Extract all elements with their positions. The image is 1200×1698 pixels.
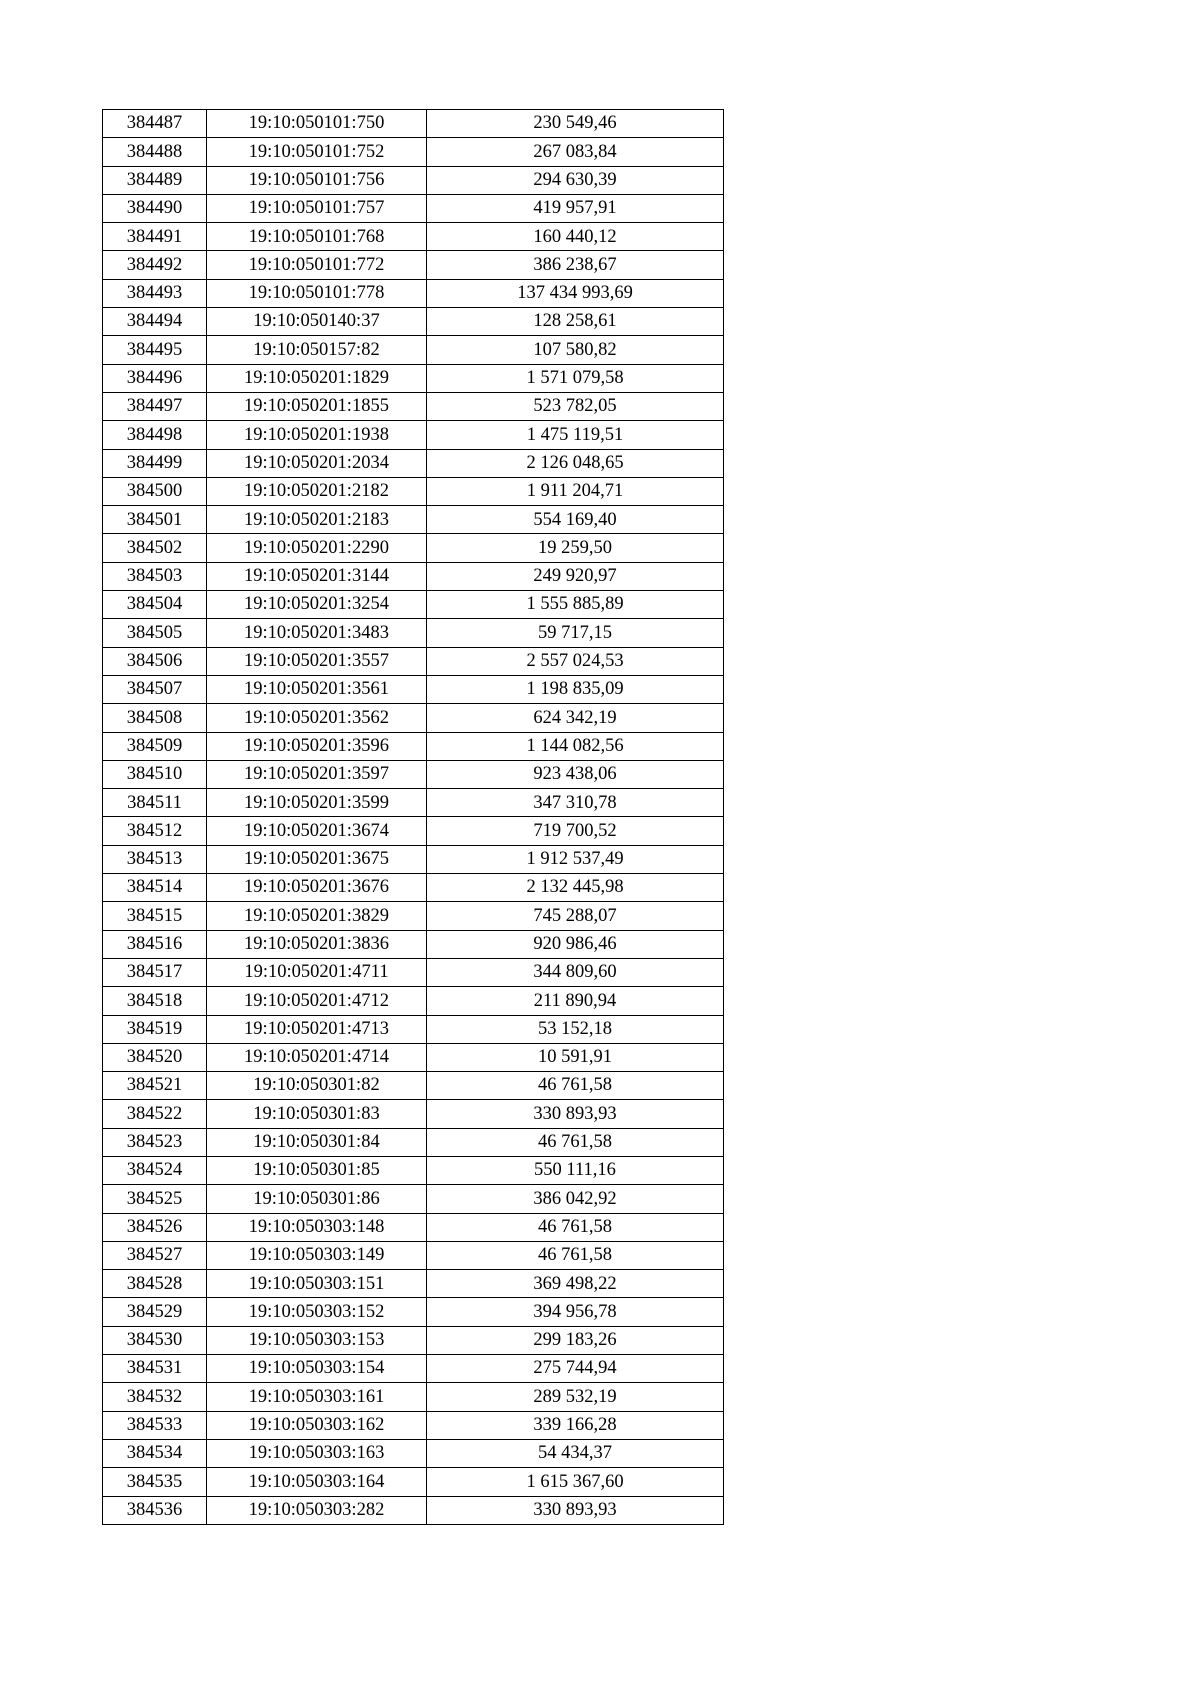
cadastral-number-cell: 19:10:050101:772 — [207, 251, 427, 279]
cadastral-value-cell: 523 782,05 — [427, 392, 724, 420]
table-row — [103, 392, 724, 420]
row-number-cell: 384507 — [103, 675, 207, 703]
row-number-cell: 384523 — [103, 1128, 207, 1156]
table-row — [103, 675, 724, 703]
table-row — [103, 1043, 724, 1071]
cadastral-number-cell: 19:10:050157:82 — [207, 336, 427, 364]
table-row — [103, 958, 724, 986]
row-number-cell: 384489 — [103, 166, 207, 194]
cadastral-value-cell: 53 152,18 — [427, 1015, 724, 1043]
row-number-cell: 384532 — [103, 1383, 207, 1411]
row-number-cell: 384518 — [103, 987, 207, 1015]
table-row — [103, 421, 724, 449]
table-row — [103, 336, 724, 364]
table-row — [103, 845, 724, 873]
cadastral-value-cell: 339 166,28 — [427, 1411, 724, 1439]
row-number-cell: 384501 — [103, 506, 207, 534]
cadastral-number-cell: 19:10:050303:161 — [207, 1383, 427, 1411]
row-number-cell: 384499 — [103, 449, 207, 477]
cadastral-number-cell: 19:10:050201:4711 — [207, 958, 427, 986]
row-number-cell: 384514 — [103, 874, 207, 902]
row-number-cell: 384512 — [103, 817, 207, 845]
row-number-cell: 384529 — [103, 1298, 207, 1326]
cadastral-number-cell: 19:10:050101:768 — [207, 223, 427, 251]
cadastral-number-cell: 19:10:050101:750 — [207, 110, 427, 138]
row-number-cell: 384533 — [103, 1411, 207, 1439]
cadastral-number-cell: 19:10:050303:163 — [207, 1439, 427, 1467]
cadastral-value-cell: 249 920,97 — [427, 562, 724, 590]
row-number-cell: 384487 — [103, 110, 207, 138]
cadastral-number-cell: 19:10:050303:162 — [207, 1411, 427, 1439]
table-row — [103, 1015, 724, 1043]
cadastral-value-cell: 230 549,46 — [427, 110, 724, 138]
cadastral-value-cell: 1 911 204,71 — [427, 477, 724, 505]
cadastral-number-cell: 19:10:050201:2290 — [207, 534, 427, 562]
cadastral-number-cell: 19:10:050301:86 — [207, 1185, 427, 1213]
cadastral-value-cell: 1 144 082,56 — [427, 732, 724, 760]
row-number-cell: 384534 — [103, 1439, 207, 1467]
table-row — [103, 1298, 724, 1326]
table-row — [103, 1241, 724, 1269]
table-row — [103, 223, 724, 251]
row-number-cell: 384525 — [103, 1185, 207, 1213]
cadastral-value-cell: 299 183,26 — [427, 1326, 724, 1354]
cadastral-value-cell: 107 580,82 — [427, 336, 724, 364]
row-number-cell: 384496 — [103, 364, 207, 392]
cadastral-value-cell: 347 310,78 — [427, 789, 724, 817]
row-number-cell: 384488 — [103, 138, 207, 166]
cadastral-value-cell: 1 615 367,60 — [427, 1468, 724, 1496]
row-number-cell: 384490 — [103, 194, 207, 222]
table-row — [103, 1185, 724, 1213]
row-number-cell: 384528 — [103, 1270, 207, 1298]
table-row — [103, 194, 724, 222]
cadastral-value-cell: 19 259,50 — [427, 534, 724, 562]
cadastral-value-cell: 554 169,40 — [427, 506, 724, 534]
cadastral-value-cell: 369 498,22 — [427, 1270, 724, 1298]
cadastral-number-cell: 19:10:050201:3836 — [207, 930, 427, 958]
table-row — [103, 251, 724, 279]
row-number-cell: 384513 — [103, 845, 207, 873]
cadastral-number-cell: 19:10:050303:282 — [207, 1496, 427, 1524]
cadastral-value-cell: 1 571 079,58 — [427, 364, 724, 392]
cadastral-value-cell: 128 258,61 — [427, 308, 724, 336]
cadastral-number-cell: 19:10:050301:85 — [207, 1156, 427, 1184]
cadastral-number-cell: 19:10:050201:3674 — [207, 817, 427, 845]
cadastral-value-cell: 267 083,84 — [427, 138, 724, 166]
row-number-cell: 384504 — [103, 591, 207, 619]
row-number-cell: 384500 — [103, 477, 207, 505]
cadastral-value-table — [102, 109, 724, 1525]
table-row — [103, 1496, 724, 1524]
cadastral-number-cell: 19:10:050303:149 — [207, 1241, 427, 1269]
cadastral-value-cell: 745 288,07 — [427, 902, 724, 930]
cadastral-value-cell: 10 591,91 — [427, 1043, 724, 1071]
table-row — [103, 1411, 724, 1439]
cadastral-value-cell: 160 440,12 — [427, 223, 724, 251]
cadastral-number-cell: 19:10:050301:83 — [207, 1100, 427, 1128]
cadastral-number-cell: 19:10:050101:757 — [207, 194, 427, 222]
cadastral-value-cell: 386 042,92 — [427, 1185, 724, 1213]
row-number-cell: 384498 — [103, 421, 207, 449]
table-row — [103, 1383, 724, 1411]
table-row — [103, 110, 724, 138]
cadastral-number-cell: 19:10:050201:3596 — [207, 732, 427, 760]
cadastral-value-cell: 54 434,37 — [427, 1439, 724, 1467]
cadastral-number-cell: 19:10:050201:4712 — [207, 987, 427, 1015]
table-row — [103, 449, 724, 477]
cadastral-number-cell: 19:10:050201:4714 — [207, 1043, 427, 1071]
cadastral-number-cell: 19:10:050303:152 — [207, 1298, 427, 1326]
cadastral-number-cell: 19:10:050201:3483 — [207, 619, 427, 647]
row-number-cell: 384515 — [103, 902, 207, 930]
table-row — [103, 987, 724, 1015]
cadastral-value-cell: 46 761,58 — [427, 1241, 724, 1269]
cadastral-value-cell: 419 957,91 — [427, 194, 724, 222]
row-number-cell: 384505 — [103, 619, 207, 647]
cadastral-value-cell: 344 809,60 — [427, 958, 724, 986]
row-number-cell: 384531 — [103, 1355, 207, 1383]
cadastral-value-cell: 294 630,39 — [427, 166, 724, 194]
table-row — [103, 166, 724, 194]
cadastral-number-cell: 19:10:050303:154 — [207, 1355, 427, 1383]
table-row — [103, 902, 724, 930]
cadastral-number-cell: 19:10:050201:1829 — [207, 364, 427, 392]
table-row — [103, 1270, 724, 1298]
cadastral-value-cell: 2 132 445,98 — [427, 874, 724, 902]
table-body — [103, 110, 724, 1525]
row-number-cell: 384526 — [103, 1213, 207, 1241]
table-row — [103, 647, 724, 675]
row-number-cell: 384521 — [103, 1072, 207, 1100]
cadastral-value-cell: 46 761,58 — [427, 1072, 724, 1100]
row-number-cell: 384524 — [103, 1156, 207, 1184]
row-number-cell: 384535 — [103, 1468, 207, 1496]
cadastral-value-cell: 330 893,93 — [427, 1100, 724, 1128]
cadastral-value-cell: 2 126 048,65 — [427, 449, 724, 477]
table-row — [103, 930, 724, 958]
table-row — [103, 591, 724, 619]
cadastral-number-cell: 19:10:050303:164 — [207, 1468, 427, 1496]
cadastral-value-cell: 2 557 024,53 — [427, 647, 724, 675]
table-row — [103, 1326, 724, 1354]
cadastral-number-cell: 19:10:050201:3597 — [207, 760, 427, 788]
row-number-cell: 384491 — [103, 223, 207, 251]
table-row — [103, 279, 724, 307]
cadastral-number-cell: 19:10:050101:778 — [207, 279, 427, 307]
cadastral-value-cell: 1 912 537,49 — [427, 845, 724, 873]
row-number-cell: 384506 — [103, 647, 207, 675]
cadastral-value-cell: 719 700,52 — [427, 817, 724, 845]
table-row — [103, 1468, 724, 1496]
cadastral-number-cell: 19:10:050201:1855 — [207, 392, 427, 420]
cadastral-number-cell: 19:10:050301:82 — [207, 1072, 427, 1100]
table-row — [103, 1128, 724, 1156]
table-row — [103, 364, 724, 392]
cadastral-value-cell: 550 111,16 — [427, 1156, 724, 1184]
cadastral-number-cell: 19:10:050201:3675 — [207, 845, 427, 873]
cadastral-value-cell: 330 893,93 — [427, 1496, 724, 1524]
cadastral-value-cell: 46 761,58 — [427, 1128, 724, 1156]
row-number-cell: 384509 — [103, 732, 207, 760]
cadastral-value-cell: 920 986,46 — [427, 930, 724, 958]
cadastral-number-cell: 19:10:050140:37 — [207, 308, 427, 336]
table-row — [103, 506, 724, 534]
cadastral-value-cell: 1 475 119,51 — [427, 421, 724, 449]
cadastral-number-cell: 19:10:050201:3144 — [207, 562, 427, 590]
cadastral-number-cell: 19:10:050201:2182 — [207, 477, 427, 505]
cadastral-number-cell: 19:10:050201:2183 — [207, 506, 427, 534]
cadastral-value-cell: 624 342,19 — [427, 704, 724, 732]
table-row — [103, 1072, 724, 1100]
cadastral-value-cell: 923 438,06 — [427, 760, 724, 788]
cadastral-value-cell: 386 238,67 — [427, 251, 724, 279]
row-number-cell: 384492 — [103, 251, 207, 279]
row-number-cell: 384517 — [103, 958, 207, 986]
table-row — [103, 1439, 724, 1467]
cadastral-value-cell: 275 744,94 — [427, 1355, 724, 1383]
row-number-cell: 384510 — [103, 760, 207, 788]
row-number-cell: 384511 — [103, 789, 207, 817]
table-row — [103, 1100, 724, 1128]
row-number-cell: 384516 — [103, 930, 207, 958]
table-row — [103, 1156, 724, 1184]
table-row — [103, 1355, 724, 1383]
row-number-cell: 384497 — [103, 392, 207, 420]
table-row — [103, 789, 724, 817]
row-number-cell: 384508 — [103, 704, 207, 732]
cadastral-number-cell: 19:10:050201:3561 — [207, 675, 427, 703]
table-row — [103, 138, 724, 166]
cadastral-value-cell: 1 555 885,89 — [427, 591, 724, 619]
cadastral-number-cell: 19:10:050303:153 — [207, 1326, 427, 1354]
table-row — [103, 704, 724, 732]
cadastral-number-cell: 19:10:050201:4713 — [207, 1015, 427, 1043]
row-number-cell: 384494 — [103, 308, 207, 336]
table-row — [103, 477, 724, 505]
cadastral-number-cell: 19:10:050201:2034 — [207, 449, 427, 477]
row-number-cell: 384503 — [103, 562, 207, 590]
cadastral-number-cell: 19:10:050303:148 — [207, 1213, 427, 1241]
cadastral-value-cell: 211 890,94 — [427, 987, 724, 1015]
row-number-cell: 384493 — [103, 279, 207, 307]
cadastral-value-cell: 289 532,19 — [427, 1383, 724, 1411]
cadastral-value-cell: 137 434 993,69 — [427, 279, 724, 307]
cadastral-number-cell: 19:10:050303:151 — [207, 1270, 427, 1298]
row-number-cell: 384530 — [103, 1326, 207, 1354]
cadastral-number-cell: 19:10:050101:752 — [207, 138, 427, 166]
cadastral-value-cell: 59 717,15 — [427, 619, 724, 647]
cadastral-number-cell: 19:10:050301:84 — [207, 1128, 427, 1156]
table-row — [103, 874, 724, 902]
cadastral-number-cell: 19:10:050201:1938 — [207, 421, 427, 449]
cadastral-number-cell: 19:10:050201:3562 — [207, 704, 427, 732]
cadastral-number-cell: 19:10:050201:3557 — [207, 647, 427, 675]
cadastral-number-cell: 19:10:050201:3829 — [207, 902, 427, 930]
table-row — [103, 1213, 724, 1241]
table-row — [103, 732, 724, 760]
table-row — [103, 562, 724, 590]
row-number-cell: 384522 — [103, 1100, 207, 1128]
cadastral-number-cell: 19:10:050201:3676 — [207, 874, 427, 902]
table-row — [103, 534, 724, 562]
row-number-cell: 384519 — [103, 1015, 207, 1043]
table-row — [103, 817, 724, 845]
row-number-cell: 384536 — [103, 1496, 207, 1524]
row-number-cell: 384520 — [103, 1043, 207, 1071]
cadastral-value-cell: 46 761,58 — [427, 1213, 724, 1241]
table-row — [103, 619, 724, 647]
cadastral-value-cell: 1 198 835,09 — [427, 675, 724, 703]
table-row — [103, 760, 724, 788]
cadastral-value-cell: 394 956,78 — [427, 1298, 724, 1326]
cadastral-number-cell: 19:10:050201:3599 — [207, 789, 427, 817]
row-number-cell: 384527 — [103, 1241, 207, 1269]
cadastral-number-cell: 19:10:050101:756 — [207, 166, 427, 194]
table-row — [103, 308, 724, 336]
cadastral-number-cell: 19:10:050201:3254 — [207, 591, 427, 619]
row-number-cell: 384502 — [103, 534, 207, 562]
row-number-cell: 384495 — [103, 336, 207, 364]
